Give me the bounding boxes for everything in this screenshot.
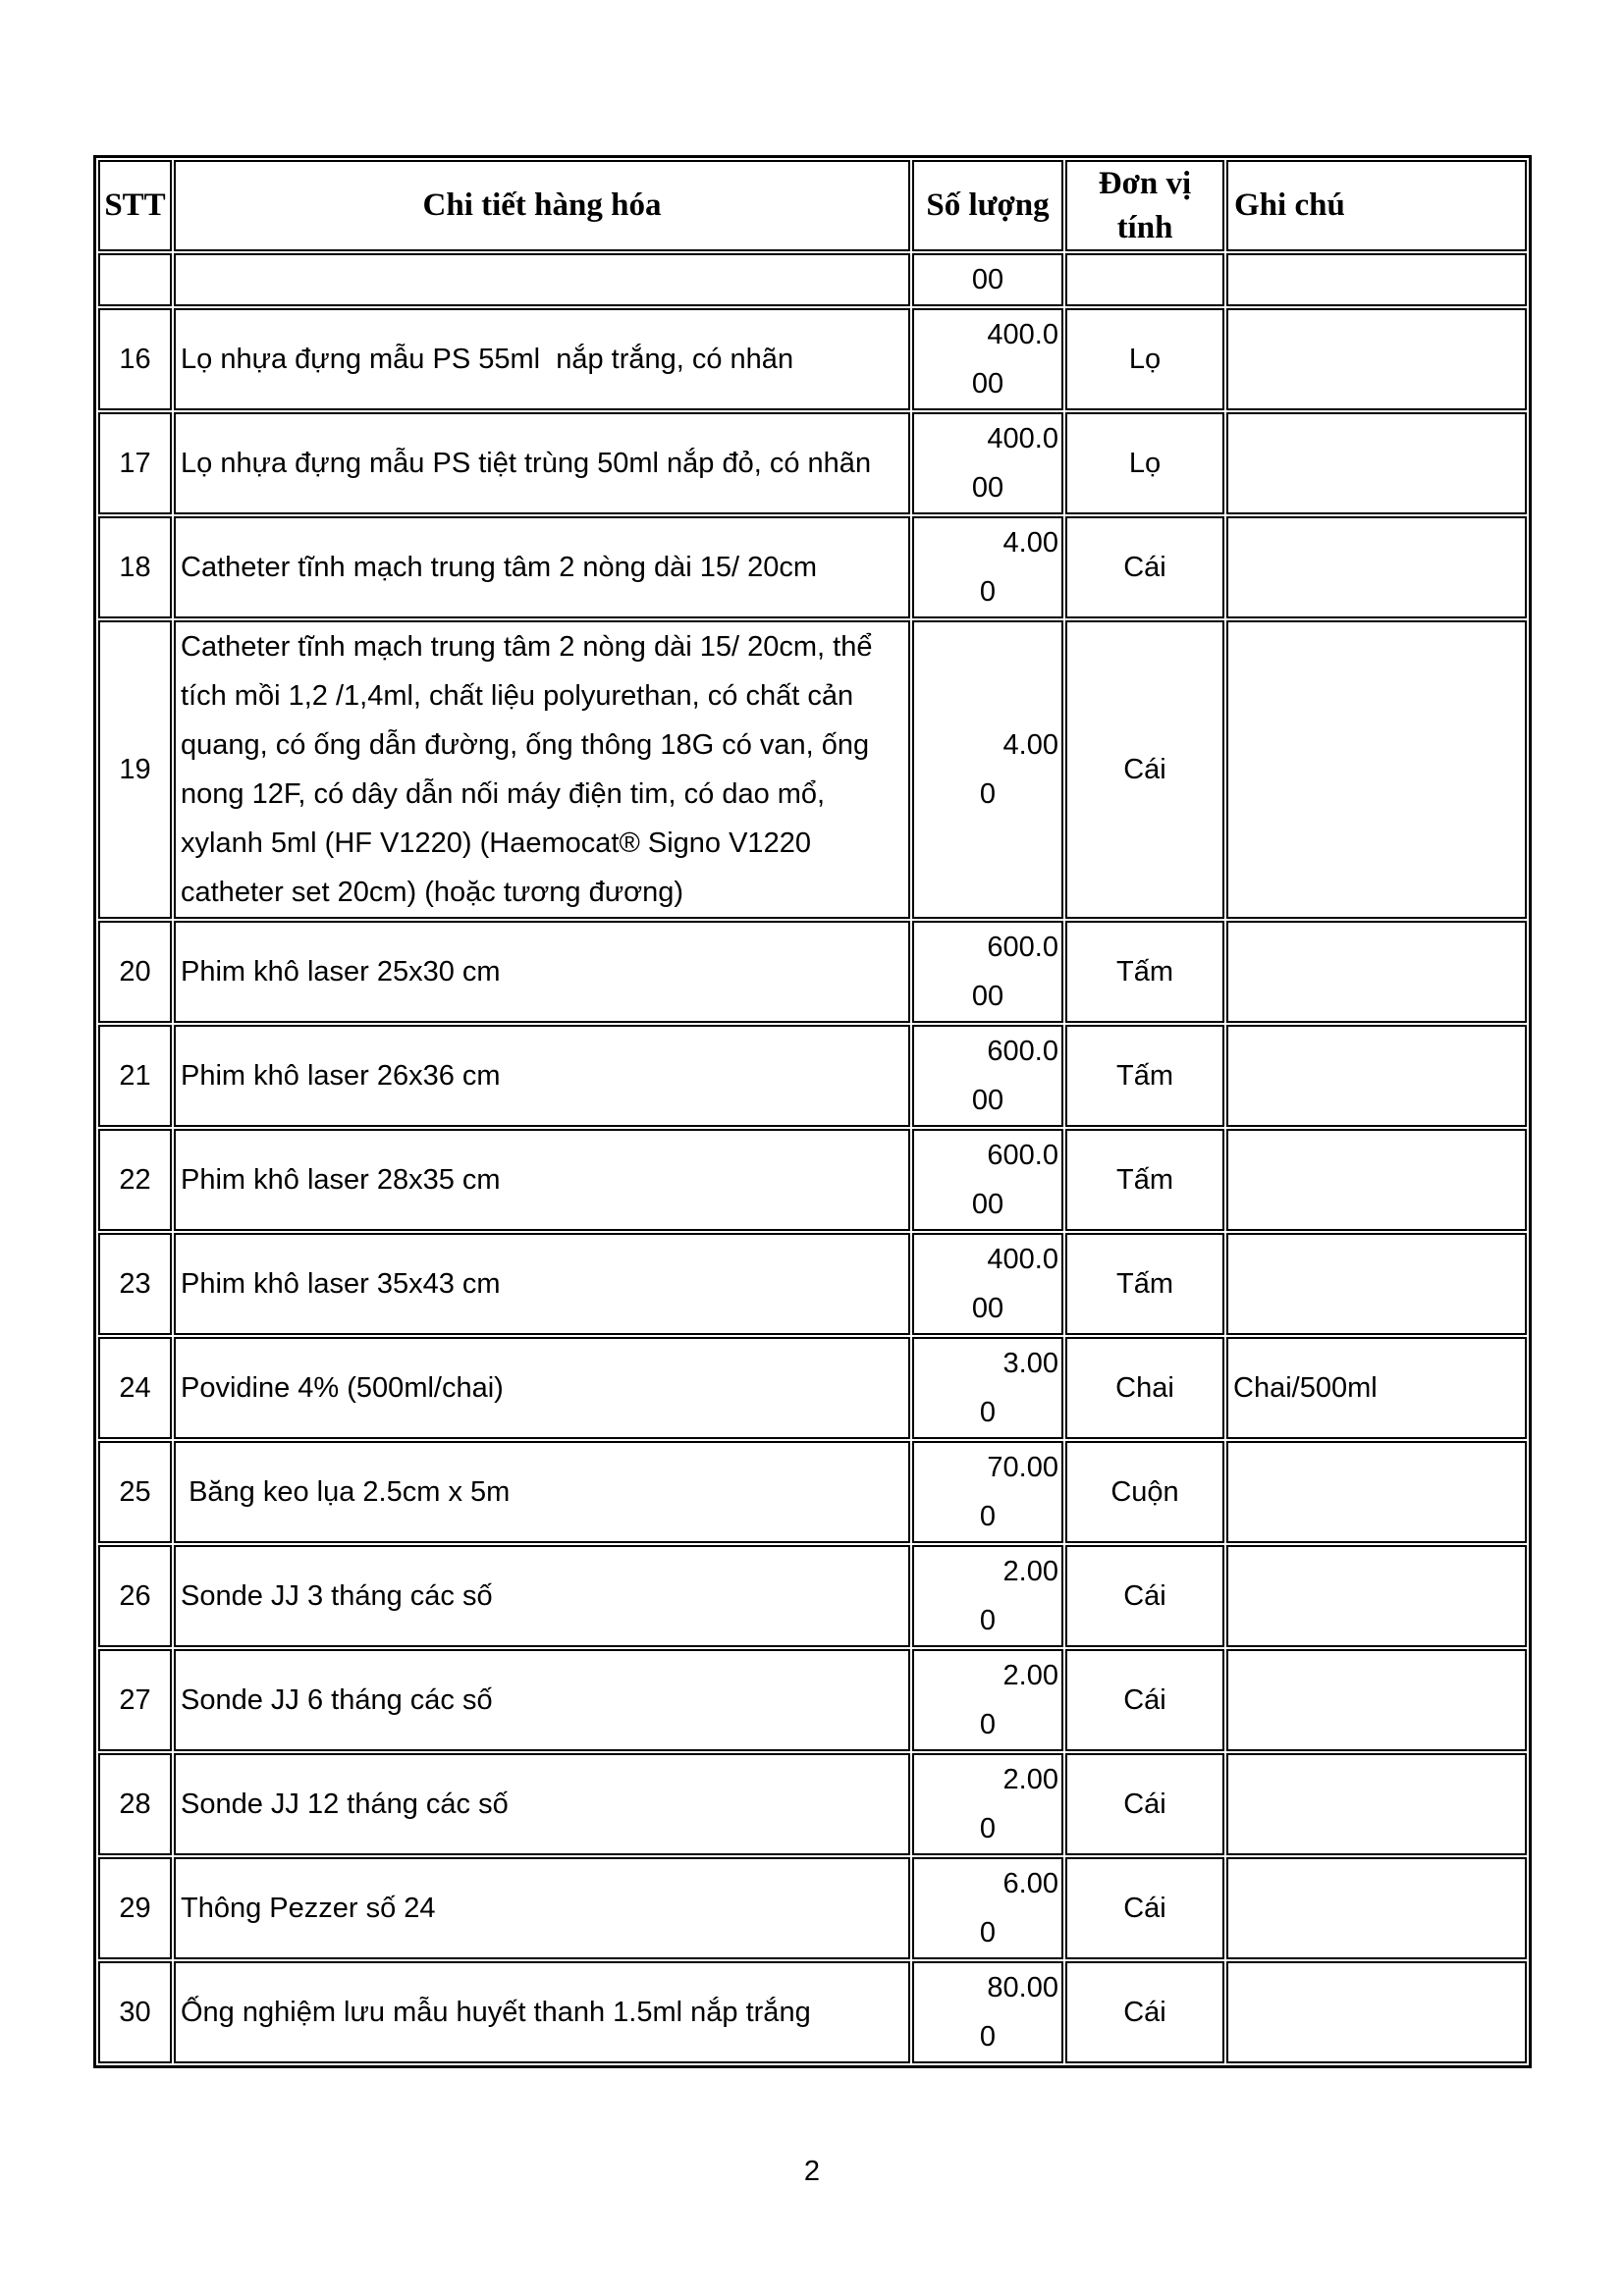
row-detail-cell: Catheter tĩnh mạch trung tâm 2 nòng dài 15/ 20cm, thể tích mồi 1,2 /1,4ml, chất liệu polyurethan, có chất cản quang, có ống dẫn đường, ống thông 18G có van, ống nong 12F, có dây dẫn nối máy điện tim, có dao mổ, xylanh 5ml (HF V1220) (Haemocat® Signo V1220 catheter set 20cm) (hoặc tương đương) xyxy=(174,620,910,919)
row-quantity-line2: 0 xyxy=(979,1813,997,1845)
table-row xyxy=(98,1649,1527,1751)
row-stt-cell: 20 xyxy=(98,921,172,1023)
row-quantity-line1: 600.0 xyxy=(987,1140,1058,1172)
row-quantity-line1: 80.00 xyxy=(987,1972,1058,2004)
row-quantity-cell xyxy=(912,412,1063,514)
row-note-cell xyxy=(1226,1753,1527,1855)
row-note-cell xyxy=(1226,1025,1527,1127)
row-note-cell xyxy=(1226,620,1527,919)
row-unit-cell: Cái xyxy=(1065,1857,1224,1959)
row-detail-cell: Lọ nhựa đựng mẫu PS 55ml nắp trắng, có nhãn xyxy=(174,308,910,410)
table-row xyxy=(98,516,1527,618)
row-unit-cell: Lọ xyxy=(1065,412,1224,514)
row-detail-cell: Sonde JJ 3 tháng các số xyxy=(174,1545,910,1647)
row-detail-cell: Phim khô laser 35x43 cm xyxy=(174,1233,910,1335)
row-quantity-cell xyxy=(912,1649,1063,1751)
table-header xyxy=(98,160,1527,251)
table-row xyxy=(98,921,1527,1023)
row-quantity-line2: 0 xyxy=(979,1709,997,1741)
row-quantity-cell xyxy=(912,1233,1063,1335)
row-detail-cell: Băng keo lụa 2.5cm x 5m xyxy=(174,1441,910,1543)
row-stt-cell: 17 xyxy=(98,412,172,514)
table-row xyxy=(98,412,1527,514)
row-detail-cell: Sonde JJ 6 tháng các số xyxy=(174,1649,910,1751)
row-quantity-cell xyxy=(912,1025,1063,1127)
header-unit: Đơn vị tính xyxy=(1065,160,1224,251)
header-stt: STT xyxy=(98,160,172,251)
row-quantity-cell xyxy=(912,516,1063,618)
row-unit-cell: Cái xyxy=(1065,1961,1224,2063)
row-quantity-cell xyxy=(912,1441,1063,1543)
row-quantity-line2: 00 xyxy=(971,981,1004,1013)
row-quantity-line1: 2.00 xyxy=(1002,1764,1058,1796)
row-unit-cell xyxy=(1065,253,1224,306)
row-unit-cell: Tấm xyxy=(1065,1025,1224,1127)
row-quantity-cell xyxy=(912,253,1063,306)
table-row xyxy=(98,1025,1527,1127)
row-quantity-line2: 0 xyxy=(979,1397,997,1429)
page-number: 2 xyxy=(803,2156,821,2187)
row-note-cell xyxy=(1226,921,1527,1023)
table-body xyxy=(98,253,1527,2063)
table-row xyxy=(98,1753,1527,1855)
row-unit-cell: Tấm xyxy=(1065,921,1224,1023)
row-unit-cell: Cái xyxy=(1065,620,1224,919)
header-quantity: Số lượng xyxy=(912,160,1063,251)
row-detail-cell: Catheter tĩnh mạch trung tâm 2 nòng dài 15/ 20cm xyxy=(174,516,910,618)
row-detail-cell: Povidine 4% (500ml/chai) xyxy=(174,1337,910,1439)
row-stt-cell: 26 xyxy=(98,1545,172,1647)
table-row xyxy=(98,1337,1527,1439)
row-unit-cell: Cuộn xyxy=(1065,1441,1224,1543)
row-unit-cell: Cái xyxy=(1065,1545,1224,1647)
row-unit-cell: Cái xyxy=(1065,516,1224,618)
row-quantity-line2: 0 xyxy=(979,778,997,811)
row-quantity-line2: 0 xyxy=(979,576,997,609)
row-detail-cell: Phim khô laser 28x35 cm xyxy=(174,1129,910,1231)
row-quantity-line1: 400.0 xyxy=(987,423,1058,455)
supply-table xyxy=(93,155,1532,2068)
row-quantity-cell xyxy=(912,1545,1063,1647)
row-stt-cell: 28 xyxy=(98,1753,172,1855)
row-stt-cell: 18 xyxy=(98,516,172,618)
row-quantity-line2: 0 xyxy=(979,1501,997,1533)
row-quantity-line2: 00 xyxy=(971,264,1004,296)
row-unit-cell: Tấm xyxy=(1065,1129,1224,1231)
row-unit-cell: Tấm xyxy=(1065,1233,1224,1335)
row-quantity-line2: 00 xyxy=(971,1189,1004,1221)
row-note-cell xyxy=(1226,1233,1527,1335)
row-note-cell xyxy=(1226,253,1527,306)
row-stt-cell xyxy=(98,253,172,306)
row-quantity-line1: 3.00 xyxy=(1002,1348,1058,1380)
row-detail-cell: Phim khô laser 26x36 cm xyxy=(174,1025,910,1127)
row-quantity-cell xyxy=(912,921,1063,1023)
row-stt-cell: 21 xyxy=(98,1025,172,1127)
row-quantity-line1: 4.00 xyxy=(1002,527,1058,560)
row-quantity-line2: 0 xyxy=(979,1917,997,1949)
row-quantity-line2: 0 xyxy=(979,1605,997,1637)
row-quantity-line1: 70.00 xyxy=(987,1452,1058,1484)
row-quantity-cell xyxy=(912,1961,1063,2063)
row-note-cell xyxy=(1226,516,1527,618)
row-quantity-line1: 6.00 xyxy=(1002,1868,1058,1900)
row-quantity-line1: 2.00 xyxy=(1002,1660,1058,1692)
row-quantity-cell xyxy=(912,1857,1063,1959)
table-row xyxy=(98,1233,1527,1335)
row-stt-cell: 22 xyxy=(98,1129,172,1231)
row-quantity-cell xyxy=(912,1337,1063,1439)
row-stt-cell: 27 xyxy=(98,1649,172,1751)
row-quantity-line1: 2.00 xyxy=(1002,1556,1058,1588)
row-quantity-line2: 00 xyxy=(971,1085,1004,1117)
row-unit-cell: Cái xyxy=(1065,1649,1224,1751)
row-unit-cell: Chai xyxy=(1065,1337,1224,1439)
row-stt-cell: 19 xyxy=(98,620,172,919)
row-stt-cell: 25 xyxy=(98,1441,172,1543)
row-quantity-line2: 00 xyxy=(971,472,1004,505)
row-quantity-line1: 400.0 xyxy=(987,1244,1058,1276)
header-note: Ghi chú xyxy=(1226,160,1527,251)
row-quantity-line1: 600.0 xyxy=(987,1036,1058,1068)
row-detail-cell xyxy=(174,253,910,306)
row-note-cell xyxy=(1226,412,1527,514)
table-row xyxy=(98,1441,1527,1543)
row-detail-cell: Sonde JJ 12 tháng các số xyxy=(174,1753,910,1855)
row-quantity-line2: 00 xyxy=(971,1293,1004,1325)
table-header-row xyxy=(98,160,1527,251)
row-quantity-line1: 600.0 xyxy=(987,932,1058,964)
row-note-cell xyxy=(1226,1961,1527,2063)
row-quantity-line2: 0 xyxy=(979,2021,997,2054)
row-stt-cell: 23 xyxy=(98,1233,172,1335)
table-row xyxy=(98,1961,1527,2063)
row-detail-cell: Phim khô laser 25x30 cm xyxy=(174,921,910,1023)
row-note-cell xyxy=(1226,1441,1527,1543)
row-quantity-line2: 00 xyxy=(971,368,1004,400)
table-row xyxy=(98,253,1527,306)
row-stt-cell: 30 xyxy=(98,1961,172,2063)
table-row xyxy=(98,1857,1527,1959)
row-quantity-cell xyxy=(912,1753,1063,1855)
header-detail: Chi tiết hàng hóa xyxy=(174,160,910,251)
row-quantity-cell xyxy=(912,1129,1063,1231)
row-quantity-cell xyxy=(912,308,1063,410)
table-row xyxy=(98,1129,1527,1231)
table-row xyxy=(98,1545,1527,1647)
row-stt-cell: 29 xyxy=(98,1857,172,1959)
row-stt-cell: 24 xyxy=(98,1337,172,1439)
row-note-cell xyxy=(1226,1129,1527,1231)
row-quantity-line1: 4.00 xyxy=(1002,729,1058,762)
row-note-cell xyxy=(1226,1545,1527,1647)
row-unit-cell: Lọ xyxy=(1065,308,1224,410)
row-detail-cell: Thông Pezzer số 24 xyxy=(174,1857,910,1959)
row-detail-cell: Ống nghiệm lưu mẫu huyết thanh 1.5ml nắp trắng xyxy=(174,1961,910,2063)
table-row xyxy=(98,620,1527,919)
row-note-cell xyxy=(1226,1857,1527,1959)
row-detail-cell: Lọ nhựa đựng mẫu PS tiệt trùng 50ml nắp đỏ, có nhãn xyxy=(174,412,910,514)
table-row xyxy=(98,308,1527,410)
row-quantity-line1: 400.0 xyxy=(987,319,1058,351)
row-stt-cell: 16 xyxy=(98,308,172,410)
row-note-cell xyxy=(1226,308,1527,410)
row-unit-cell: Cái xyxy=(1065,1753,1224,1855)
row-quantity-cell xyxy=(912,620,1063,919)
row-note-cell: Chai/500ml xyxy=(1226,1337,1527,1439)
row-note-cell xyxy=(1226,1649,1527,1751)
